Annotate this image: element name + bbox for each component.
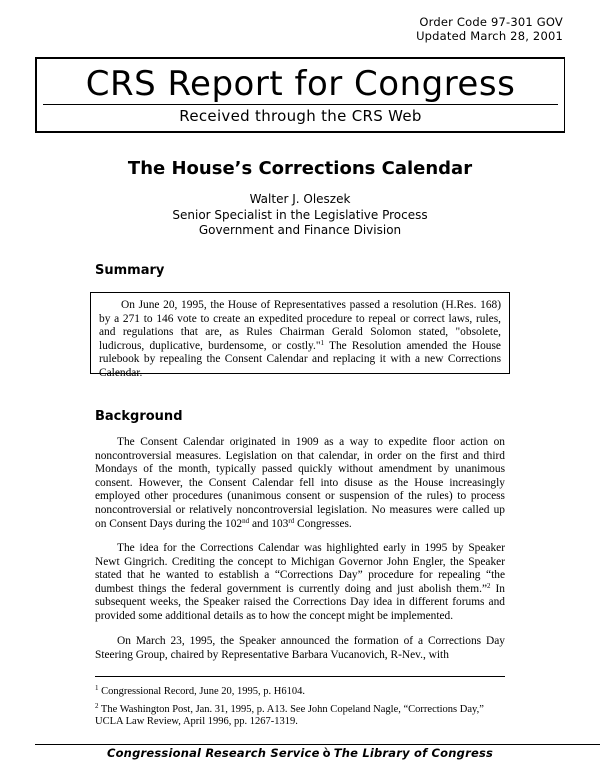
background-heading: Background [95, 409, 183, 424]
footnote-2 [95, 701, 505, 729]
report-title: The House’s Corrections Calendar [127, 158, 473, 179]
footnote-ref-1[interactable]: 1 [320, 338, 324, 347]
author-block [0, 192, 600, 239]
author-division: Government and Finance Division [198, 223, 402, 237]
footer-divider [35, 744, 600, 745]
paragraph-text: On March 23, 1995, the Speaker announced the formation of a Corrections Day Steering Group, chaired by Representative Barbara Vucanovich, R-Nev., with [95, 635, 505, 661]
paragraph-text: The Consent Calendar originated in 1909 as a way to expedite floor action on noncontroversial measures. Legislation on that calendar, in order on the first and third Mondays of the month, typically passed quickly without amendment by unanimous consent. However, the Consent Calendar fell into disuse as the House increasingly employed other procedures (unanimous consent or suspension of the rules) to process noncontroversial or relatively noncontroversial legislation. No measures were called up on Consent Days during the 102 [95, 436, 505, 530]
paragraph-text: and 103 [249, 517, 289, 530]
separator-glyph-icon: ò [322, 746, 331, 760]
footnote-number: 2 [95, 701, 99, 710]
footnotes [95, 686, 505, 734]
footnote-text: The Washington Post, Jan. 31, 1995, p. A13. See John Copeland Nagle, “Corrections Day,” UCLA Law Review, April 1996, pp. 1267-1319. [95, 703, 484, 727]
ordinal-suffix: rd [288, 516, 295, 525]
crs-title: CRS Report for Congress [85, 64, 516, 104]
author-title: Senior Specialist in the Legislative Process [172, 207, 428, 222]
author-name: Walter J. Oleszek [249, 192, 351, 206]
summary-box [90, 292, 510, 379]
background-paragraph-1 [95, 436, 505, 531]
summary-paragraph [99, 299, 501, 381]
summary-text-cont: The Resolution amended the House rulebook by repealing the Consent Calendar and replacing it with a new Corrections Calendar. [99, 339, 501, 379]
ordinal-suffix: nd [242, 516, 250, 525]
paragraph-text: In subsequent weeks, the Speaker raised the Corrections Day idea in different forums and provided some additional details as to how the concept might be implemented. [95, 582, 505, 622]
footer-crs: Congressional Research Service [106, 746, 320, 760]
header-divider [43, 104, 558, 105]
background-paragraph-2 [95, 542, 505, 624]
footnote-1 [95, 686, 505, 699]
footnote-number: 1 [95, 684, 99, 692]
updated-date: Updated March 28, 2001 [416, 29, 563, 43]
summary-text: On June 20, 1995, the House of Representatives passed a resolution (H.Res. 168) by a 271 to 146 vote to create an expedited procedure to repeal or correct laws, rules, and regulations that are, as Rules Chairman Gerald Solomon stated, "obsolete, ludicrous, duplicative, burdensome, or costly." [99, 299, 501, 352]
background-paragraph-3 [95, 635, 505, 662]
footnote-text: Congressional Record, June 20, 1995, p. H6104. [98, 686, 305, 697]
footnote-divider [95, 676, 505, 677]
footer-loc: The Library of Congress [333, 746, 494, 760]
paragraph-text: The idea for the Corrections Calendar was highlighted early in 1995 by Speaker Newt Gingrich. Crediting the concept to Michigan Governor John Engler, the Speaker stated that he wanted to establish a “Corrections Day” procedure for repealing “the dumbest things the federal government is currently doing and just abolish them.” [95, 542, 505, 595]
paragraph-text: Congresses. [294, 517, 352, 530]
order-code: Order Code 97-301 GOV [419, 15, 563, 29]
page-footer [0, 746, 600, 760]
summary-heading: Summary [95, 263, 165, 278]
footnote-ref-2[interactable]: 2 [487, 581, 491, 590]
crs-subtitle: Received through the CRS Web [179, 107, 422, 125]
order-info [416, 15, 563, 43]
crs-report-header [35, 57, 565, 133]
